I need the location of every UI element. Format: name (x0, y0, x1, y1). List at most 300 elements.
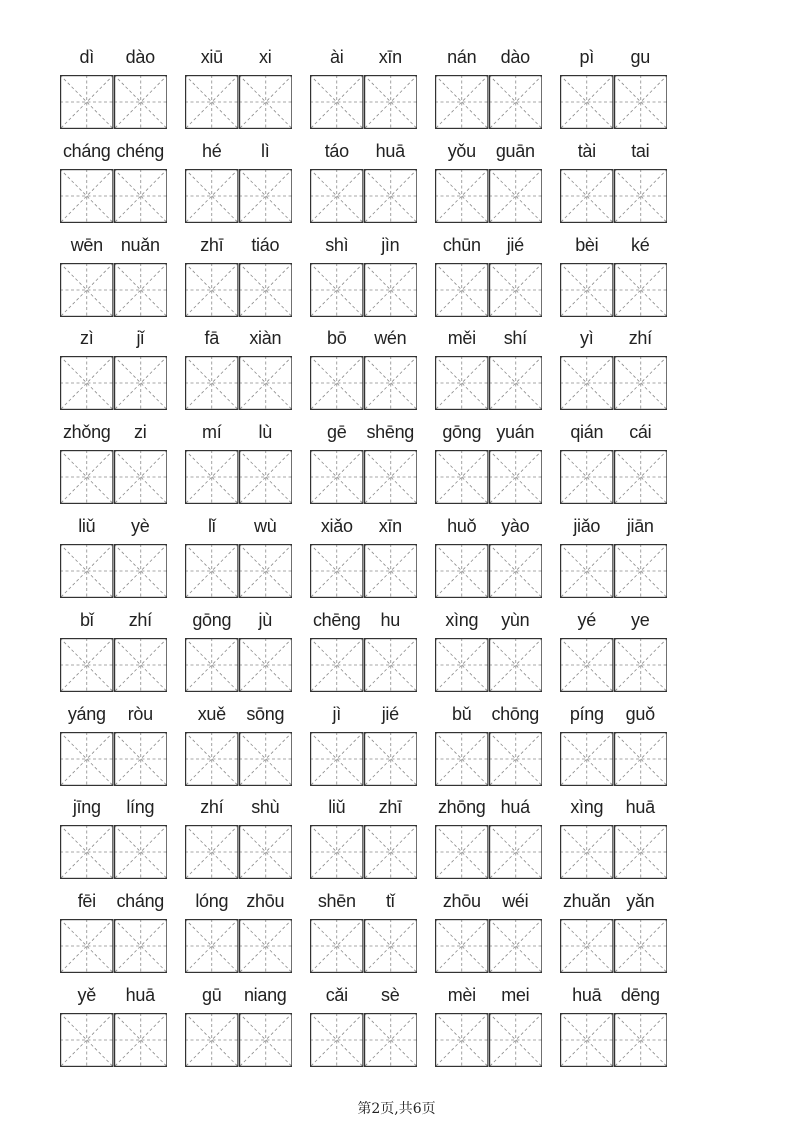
writing-cell[interactable] (239, 75, 293, 129)
writing-cell[interactable] (114, 356, 168, 410)
writing-cell[interactable] (489, 450, 543, 504)
word-item (435, 886, 542, 980)
writing-cell[interactable] (435, 75, 489, 129)
writing-cell[interactable] (114, 825, 168, 879)
writing-grid (310, 638, 417, 692)
mi-grid (114, 638, 168, 692)
writing-cell[interactable] (185, 919, 239, 973)
mi-grid (310, 169, 364, 223)
writing-cell[interactable] (239, 732, 293, 786)
mi-grid (364, 544, 418, 598)
mi-grid (614, 638, 668, 692)
writing-cell[interactable] (560, 1013, 614, 1067)
pinyin-row (185, 230, 292, 260)
writing-cell[interactable] (364, 732, 418, 786)
writing-cell[interactable] (185, 75, 239, 129)
writing-cell[interactable] (114, 919, 168, 973)
mi-grid (614, 919, 668, 973)
mi-grid (114, 732, 168, 786)
writing-grid (310, 356, 417, 410)
writing-cell[interactable] (435, 544, 489, 598)
pinyin-syllable: yì (580, 328, 594, 349)
pinyin-syllable: lóng (195, 891, 229, 912)
writing-cell[interactable] (185, 732, 239, 786)
writing-cell[interactable] (60, 919, 114, 973)
pinyin-syllable: huā (625, 797, 655, 818)
writing-cell[interactable] (489, 169, 543, 223)
writing-grid (60, 169, 167, 223)
writing-cell[interactable] (489, 356, 543, 410)
pinyin-row (435, 136, 542, 166)
writing-grid (560, 356, 667, 410)
pinyin-syllable: guān (495, 140, 535, 161)
pinyin-syllable: fā (204, 328, 219, 349)
pinyin-syllable: chēng (312, 609, 361, 630)
pinyin-row (185, 699, 292, 729)
mi-grid (560, 450, 614, 504)
writing-cell[interactable] (114, 263, 168, 317)
mi-grid (435, 356, 489, 410)
word-item (60, 605, 167, 699)
writing-cell[interactable] (435, 169, 489, 223)
pinyin-syllable: cháng (62, 140, 111, 161)
mi-grid (614, 450, 668, 504)
mi-grid (239, 638, 293, 692)
word-item (60, 417, 167, 511)
writing-cell[interactable] (489, 75, 543, 129)
writing-cell[interactable] (310, 1013, 364, 1067)
mi-grid (435, 825, 489, 879)
writing-cell[interactable] (185, 638, 239, 692)
writing-cell[interactable] (614, 919, 668, 973)
pinyin-row (310, 792, 417, 822)
pinyin-syllable: wù (254, 515, 277, 536)
writing-cell[interactable] (185, 1013, 239, 1067)
writing-cell[interactable] (435, 1013, 489, 1067)
pinyin-syllable: shí (503, 328, 527, 349)
mi-grid (560, 732, 614, 786)
writing-cell[interactable] (114, 169, 168, 223)
writing-cell[interactable] (364, 919, 418, 973)
pinyin-syllable: zhuǎn (562, 891, 611, 912)
writing-grid (185, 732, 292, 786)
writing-cell[interactable] (310, 263, 364, 317)
writing-grid (560, 263, 667, 317)
writing-grid (185, 356, 292, 410)
writing-cell[interactable] (435, 919, 489, 973)
writing-cell[interactable] (489, 544, 543, 598)
pinyin-syllable: dì (79, 47, 94, 67)
writing-cell[interactable] (560, 263, 614, 317)
word-item (435, 792, 542, 886)
writing-cell[interactable] (310, 732, 364, 786)
mi-grid (489, 825, 543, 879)
writing-cell[interactable] (435, 263, 489, 317)
writing-grid (435, 450, 542, 504)
writing-grid (185, 544, 292, 598)
mi-grid (185, 263, 239, 317)
pinyin-row (310, 699, 417, 729)
writing-cell[interactable] (489, 825, 543, 879)
word-item (185, 980, 292, 1074)
writing-grid (310, 450, 417, 504)
writing-grid (60, 450, 167, 504)
pinyin-row (310, 136, 417, 166)
pinyin-syllable: gē (327, 422, 347, 443)
writing-cell[interactable] (435, 638, 489, 692)
writing-cell[interactable] (364, 825, 418, 879)
writing-cell[interactable] (614, 169, 668, 223)
mi-grid (114, 544, 168, 598)
pinyin-syllable: fēi (77, 891, 96, 912)
writing-cell[interactable] (364, 263, 418, 317)
pinyin-syllable: zhī (200, 234, 224, 255)
mi-grid (310, 544, 364, 598)
mi-grid (364, 263, 418, 317)
pinyin-row (185, 42, 292, 72)
word-item (60, 511, 167, 605)
writing-grid (560, 732, 667, 786)
writing-cell[interactable] (560, 544, 614, 598)
pinyin-syllable: zhí (128, 609, 152, 630)
writing-cell[interactable] (364, 75, 418, 129)
writing-grid (185, 263, 292, 317)
mi-grid (435, 75, 489, 129)
writing-grid (60, 919, 167, 973)
writing-grid (560, 638, 667, 692)
mi-grid (435, 638, 489, 692)
word-item (185, 605, 292, 699)
mi-grid (489, 169, 543, 223)
word-item (560, 699, 667, 793)
pinyin-row (310, 886, 417, 916)
pinyin-syllable: dào (125, 47, 155, 67)
pinyin-syllable: lǐ (208, 515, 216, 536)
pinyin-syllable: zi (134, 422, 147, 443)
writing-cell[interactable] (114, 732, 168, 786)
writing-cell[interactable] (489, 732, 543, 786)
writing-grid (310, 825, 417, 879)
pinyin-syllable: zhí (628, 328, 652, 349)
mi-grid (614, 825, 668, 879)
mi-grid (60, 75, 114, 129)
mi-grid (185, 544, 239, 598)
word-item (60, 792, 167, 886)
mi-grid (435, 919, 489, 973)
word-item (60, 699, 167, 793)
pinyin-syllable: mei (501, 984, 530, 1005)
pinyin-row (560, 42, 667, 72)
pinyin-row (310, 980, 417, 1010)
writing-cell[interactable] (60, 732, 114, 786)
writing-grid (60, 1013, 167, 1067)
mi-grid (614, 169, 668, 223)
pinyin-syllable: ye (631, 609, 650, 630)
pinyin-syllable: sōng (246, 703, 285, 724)
writing-cell[interactable] (560, 450, 614, 504)
writing-cell[interactable] (310, 825, 364, 879)
writing-cell[interactable] (185, 169, 239, 223)
writing-cell[interactable] (60, 356, 114, 410)
writing-grid (435, 75, 542, 129)
mi-grid (364, 75, 418, 129)
pinyin-row (310, 323, 417, 353)
word-item (310, 605, 417, 699)
pinyin-row (185, 792, 292, 822)
writing-cell[interactable] (310, 919, 364, 973)
pinyin-syllable: xìng (445, 609, 479, 630)
writing-cell[interactable] (560, 732, 614, 786)
word-item (560, 605, 667, 699)
word-item (560, 417, 667, 511)
writing-cell[interactable] (239, 638, 293, 692)
word-item (560, 323, 667, 417)
word-item (60, 42, 167, 136)
word-item (435, 511, 542, 605)
mi-grid (435, 732, 489, 786)
writing-cell[interactable] (310, 544, 364, 598)
pinyin-syllable: líng (126, 797, 155, 818)
writing-cell[interactable] (185, 263, 239, 317)
pinyin-syllable: huá (500, 797, 530, 818)
pinyin-syllable: bō (327, 328, 347, 349)
pinyin-syllable: mí (202, 422, 222, 443)
mi-grid (614, 263, 668, 317)
mi-grid (310, 356, 364, 410)
writing-grid (185, 169, 292, 223)
writing-cell[interactable] (239, 356, 293, 410)
pinyin-row (560, 980, 667, 1010)
pinyin-row (435, 42, 542, 72)
writing-cell[interactable] (614, 450, 668, 504)
mi-grid (310, 825, 364, 879)
writing-cell[interactable] (310, 169, 364, 223)
writing-cell[interactable] (60, 450, 114, 504)
writing-cell[interactable] (310, 75, 364, 129)
mi-grid (489, 263, 543, 317)
word-item (435, 417, 542, 511)
writing-cell[interactable] (560, 169, 614, 223)
writing-cell[interactable] (435, 450, 489, 504)
pinyin-syllable: jié (381, 703, 399, 724)
page-number: 第2页,共6页 (357, 1101, 436, 1117)
writing-cell[interactable] (60, 1013, 114, 1067)
pinyin-syllable: ròu (127, 703, 153, 724)
writing-cell[interactable] (185, 544, 239, 598)
mi-grid (310, 263, 364, 317)
writing-cell[interactable] (60, 169, 114, 223)
writing-cell[interactable] (364, 356, 418, 410)
word-item (560, 230, 667, 324)
mi-grid (114, 263, 168, 317)
writing-cell[interactable] (560, 919, 614, 973)
pinyin-syllable: gu (630, 47, 650, 67)
writing-cell[interactable] (614, 1013, 668, 1067)
pinyin-syllable: xi (259, 47, 272, 67)
mi-grid (310, 732, 364, 786)
writing-cell[interactable] (560, 638, 614, 692)
pinyin-syllable: cái (629, 422, 652, 443)
writing-cell[interactable] (489, 263, 543, 317)
pinyin-row (60, 699, 167, 729)
pinyin-syllable: shì (325, 234, 349, 255)
pinyin-syllable: jié (506, 234, 524, 255)
writing-grid (560, 544, 667, 598)
pinyin-row (60, 605, 167, 635)
pinyin-syllable: yáng (67, 703, 106, 724)
word-item (185, 511, 292, 605)
pinyin-syllable: guǒ (625, 703, 655, 724)
pinyin-row (60, 417, 167, 447)
pinyin-syllable: xīn (378, 47, 402, 67)
pinyin-syllable: huā (572, 984, 602, 1005)
writing-cell[interactable] (614, 544, 668, 598)
writing-cell[interactable] (114, 1013, 168, 1067)
pinyin-syllable: xuě (197, 703, 226, 724)
writing-cell[interactable] (310, 638, 364, 692)
mi-grid (114, 169, 168, 223)
writing-cell[interactable] (239, 450, 293, 504)
word-item (435, 136, 542, 230)
word-item (60, 886, 167, 980)
writing-cell[interactable] (560, 75, 614, 129)
word-item (310, 886, 417, 980)
writing-cell[interactable] (60, 263, 114, 317)
mi-grid (310, 450, 364, 504)
mi-grid (489, 919, 543, 973)
writing-cell[interactable] (435, 356, 489, 410)
mi-grid (435, 169, 489, 223)
writing-cell[interactable] (239, 544, 293, 598)
writing-grid (560, 450, 667, 504)
writing-cell[interactable] (614, 732, 668, 786)
mi-grid (489, 544, 543, 598)
word-item (435, 323, 542, 417)
writing-cell[interactable] (614, 263, 668, 317)
mi-grid (114, 356, 168, 410)
writing-cell[interactable] (239, 1013, 293, 1067)
writing-grid (185, 75, 292, 129)
word-item (560, 980, 667, 1074)
writing-cell[interactable] (60, 75, 114, 129)
pinyin-syllable: yào (501, 515, 530, 536)
pinyin-row (560, 511, 667, 541)
pinyin-row (560, 323, 667, 353)
pinyin-syllable: nuǎn (120, 234, 160, 255)
writing-cell[interactable] (614, 638, 668, 692)
writing-cell[interactable] (364, 544, 418, 598)
writing-grid (310, 1013, 417, 1067)
pinyin-syllable: bǔ (452, 703, 472, 724)
writing-grid (185, 919, 292, 973)
word-item (560, 42, 667, 136)
pinyin-syllable: gōng (192, 609, 232, 630)
writing-cell[interactable] (364, 1013, 418, 1067)
writing-cell[interactable] (239, 825, 293, 879)
pinyin-row (435, 511, 542, 541)
pinyin-syllable: wén (374, 328, 407, 349)
pinyin-syllable: huā (125, 984, 155, 1005)
pinyin-row (310, 230, 417, 260)
pinyin-syllable: shù (251, 797, 280, 818)
mi-grid (489, 638, 543, 692)
writing-cell[interactable] (614, 356, 668, 410)
pinyin-syllable: qián (570, 422, 604, 443)
mi-grid (614, 75, 668, 129)
writing-cell[interactable] (560, 356, 614, 410)
writing-cell[interactable] (185, 356, 239, 410)
pinyin-syllable: huā (375, 140, 405, 161)
pinyin-syllable: dào (500, 47, 530, 67)
writing-grid (60, 356, 167, 410)
mi-grid (114, 75, 168, 129)
writing-cell[interactable] (60, 544, 114, 598)
writing-cell[interactable] (310, 450, 364, 504)
writing-grid (185, 1013, 292, 1067)
writing-cell[interactable] (60, 825, 114, 879)
mi-grid (60, 450, 114, 504)
mi-grid (560, 169, 614, 223)
writing-grid (560, 1013, 667, 1067)
writing-cell[interactable] (560, 825, 614, 879)
pinyin-syllable: zhōng (437, 797, 486, 818)
pinyin-row (60, 886, 167, 916)
mi-grid (614, 356, 668, 410)
writing-cell[interactable] (114, 450, 168, 504)
writing-cell[interactable] (114, 638, 168, 692)
pinyin-syllable: yǎn (626, 891, 655, 912)
pinyin-syllable: ài (330, 47, 344, 67)
writing-cell[interactable] (310, 356, 364, 410)
mi-grid (489, 450, 543, 504)
writing-cell[interactable] (60, 638, 114, 692)
writing-cell[interactable] (489, 638, 543, 692)
writing-cell[interactable] (614, 75, 668, 129)
writing-cell[interactable] (435, 825, 489, 879)
writing-cell[interactable] (185, 825, 239, 879)
pinyin-row (185, 605, 292, 635)
writing-cell[interactable] (185, 450, 239, 504)
writing-cell[interactable] (364, 638, 418, 692)
writing-cell[interactable] (239, 169, 293, 223)
pinyin-syllable: yǒu (447, 140, 476, 161)
mi-grid (60, 169, 114, 223)
writing-cell[interactable] (614, 825, 668, 879)
pinyin-syllable: liǔ (78, 515, 96, 536)
mi-grid (435, 544, 489, 598)
mi-grid (239, 544, 293, 598)
pinyin-syllable: shēng (366, 422, 415, 443)
writing-cell[interactable] (114, 75, 168, 129)
pinyin-row (185, 417, 292, 447)
writing-cell[interactable] (435, 732, 489, 786)
pinyin-row (185, 511, 292, 541)
mi-grid (489, 1013, 543, 1067)
mi-grid (560, 1013, 614, 1067)
writing-cell[interactable] (239, 919, 293, 973)
writing-grid (60, 638, 167, 692)
writing-cell[interactable] (364, 169, 418, 223)
pinyin-syllable: wēn (70, 234, 103, 255)
word-item (60, 323, 167, 417)
writing-cell[interactable] (114, 544, 168, 598)
pinyin-syllable: zhōu (442, 891, 481, 912)
writing-cell[interactable] (239, 263, 293, 317)
pinyin-row (310, 605, 417, 635)
writing-cell[interactable] (364, 450, 418, 504)
writing-cell[interactable] (489, 919, 543, 973)
writing-cell[interactable] (489, 1013, 543, 1067)
